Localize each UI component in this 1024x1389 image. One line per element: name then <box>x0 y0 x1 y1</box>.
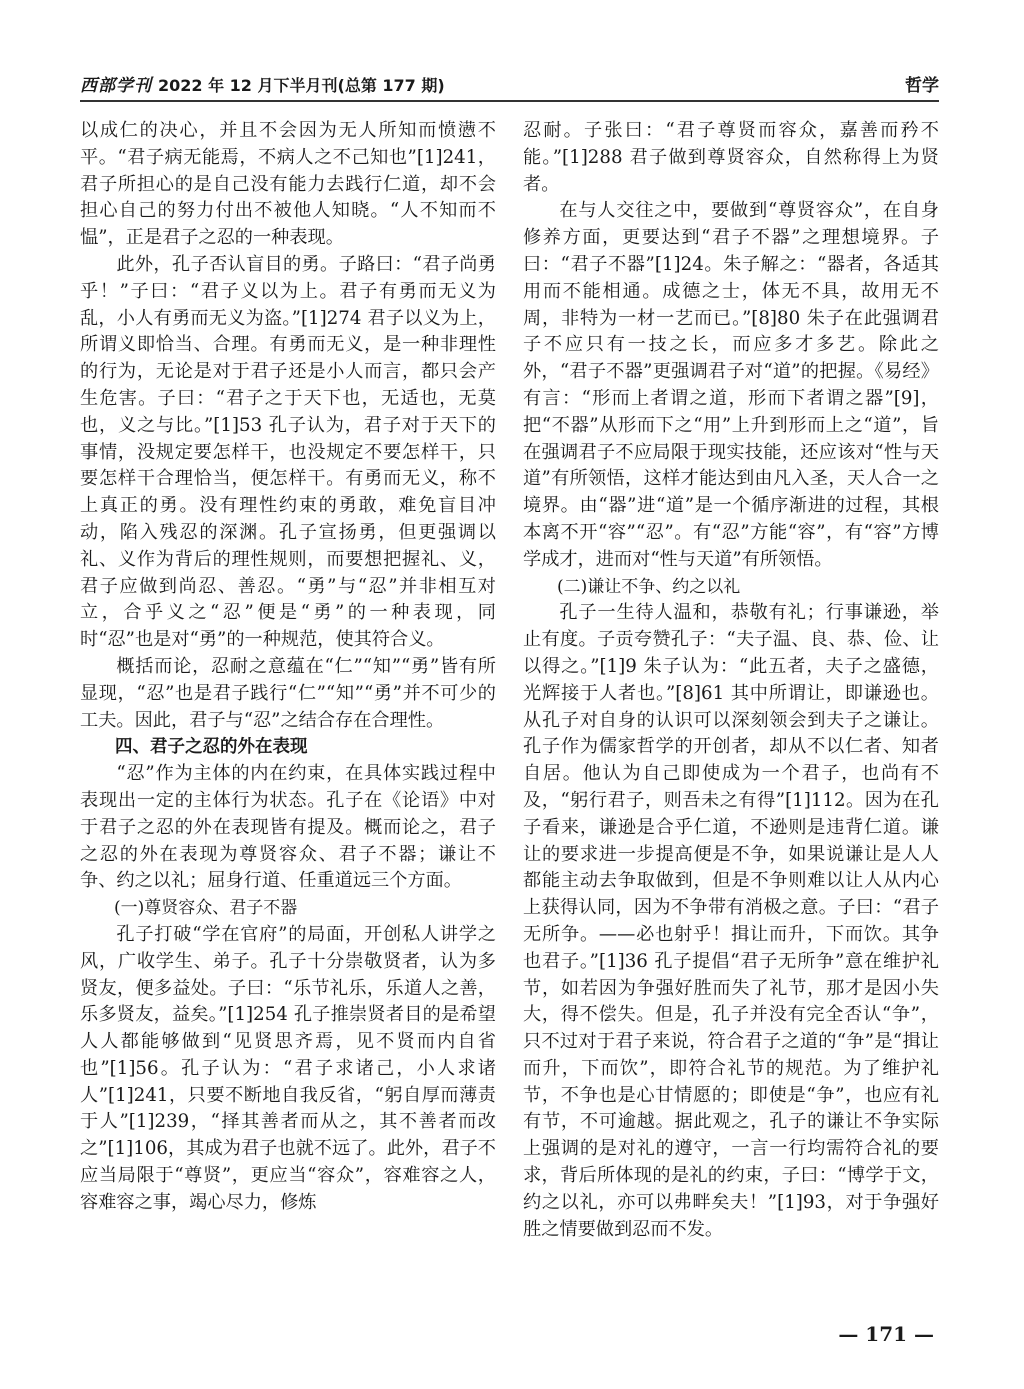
paragraph: 概括而论，忍耐之意蕴在“仁”“知”“勇”皆有所显现，“忍”也是君子践行“仁”“知”“勇”并不可少的工夫。因此，君子与“忍”之结合存在合理性。 <box>80 655 496 731</box>
paragraph: “忍”作为主体的内在约束，在具体实践过程中表现出一定的主体行为状态。孔子在《论语》中对于君子之忍的外在表现皆有提及。概而论之，君子之忍的外在表现为尊贤容众、君子不器；谦让不争、约之以礼；屈身行道、任重道远三个方面。 <box>80 763 496 892</box>
section-title: 哲学 <box>905 76 939 96</box>
running-header <box>80 70 939 102</box>
paragraph: 以成仁的决心，并且不会因为无人所知而愤懑不平。“君子病无能焉，不病人之不己知也”[1]241，君子所担心的是自己没有能力去践行仁道，却不会担心自己的努力付出不被他人知晓。“人不知而不愠”，正是君子之忍的一种表现。 <box>80 120 496 249</box>
issue-info: 2022 年 12 月下半月刊(总第 177 期) <box>158 76 445 95</box>
paragraph: 忍耐。子张曰：“君子尊贤而容众，嘉善而矜不能。”[1]288 君子做到尊贤容众，自然称得上为贤者。 <box>523 120 939 195</box>
journal-info <box>80 71 445 100</box>
section-heading: 四、君子之忍的外在表现 <box>115 737 308 758</box>
right-column <box>523 118 939 1243</box>
left-column <box>80 118 496 1217</box>
subsection-heading: (二)谦让不争、约之以礼 <box>557 576 741 597</box>
journal-logo: 西部学刊 <box>80 76 152 96</box>
subsection-heading: (一)尊贤容众、君子不器 <box>114 898 298 919</box>
paragraph: 孔子打破“学在官府”的局面，开创私人讲学之风，广收学生、弟子。孔子十分崇敬贤者，认为多贤友，便多益处。子曰：“乐节礼乐，乐道人之善，乐多贤友，益矣。”[1]254 孔子推崇贤者目的是希望人人都能够做到“见贤思齐焉，见不贤而内自省也”[1]56。孔子认为：“君子求诸己，小人求诸人”[1]241，只要不断地自我反省，“躬自厚而薄责于人”[1]239，“择其善者而从之，其不善者而改之”[1]106，其成为君子也就不远了。此外，君子不应当局限于“尊贤”，更应当“容众”，容难容之人，容难容之事，竭心尽力，修炼 <box>80 923 496 1213</box>
page-number: — 171 — <box>838 1322 934 1346</box>
paragraph: 在与人交往之中，要做到“尊贤容众”，在自身修养方面，更要达到“君子不器”之理想境界。子曰：“君子不器”[1]24。朱子解之：“器者，各适其用而不能相通。成德之士，体无不具，故用无不周，非特为一材一艺而已。”[8]80 朱子在此强调君子不应只有一技之长，而应多才多艺。除此之外，“君子不器”更强调君子对“道”的把握。《易经》有言：“形而上者谓之道，形而下者谓之器”[9]，把“不器”从形而下之“用”上升到形而上之“道”，旨在强调君子不应局限于现实技能，还应该对“性与天道”有所领悟，这样才能达到由凡入圣，天人合一之境界。由“器”进“道”是一个循序渐进的过程，其根本离不开“容”“忍”。有“忍”方能“容”，有“容”方博学成才，进而对“性与天道”有所领悟。 <box>523 200 939 570</box>
paragraph: 孔子一生待人温和，恭敬有礼；行事谦逊，举止有度。子贡夸赞孔子：“夫子温、良、恭、俭、让以得之。”[1]9 朱子认为：“此五者，夫子之盛德，光辉接于人者也。”[8]61 其中所谓让，即谦逊也。从孔子对自身的认识可以深刻领会到夫子之谦让。孔子作为儒家哲学的开创者，却从不以仁者、知者自居。他认为自己即使成为一个君子，也尚有不及，“躬行君子，则吾未之有得”[1]112。因为在孔子看来，谦逊是合乎仁道，不逊则是违背仁道。谦让的要求进一步提高便是不争，如果说谦让是人人都能主动去争取做到，但是不争则难以让人从内心上获得认同，因为不争带有消极之意。子曰：“君子无所争。——必也射乎！揖让而升，下而饮。其争也君子。”[1]36 孔子提倡“君子无所争”意在维护礼节，如若因为争强好胜而失了礼节，那才是因小失大，得不偿失。但是，孔子并没有完全否认“争”，只不过对于君子来说，符合君子之道的“争”是“揖让而升，下而饮”，即符合礼节的规范。为了维护礼节，不争也是心甘情愿的；即使是“争”，也应有礼有节，不可逾越。据此观之，孔子的谦让不争实际上强调的是对礼的遵守，一言一行均需符合礼的要求，背后所体现的是礼的约束，子曰：“博学于文，约之以礼，亦可以弗畔矣夫！”[1]93，对于争强好胜之情要做到忍而不发。 <box>523 602 939 1240</box>
paragraph: 此外，孔子否认盲目的勇。子路曰：“君子尚勇乎！”子曰：“君子义以为上。君子有勇而无义为乱，小人有勇而无义为盗。”[1]274 君子以义为上，所谓义即恰当、合理。有勇而无义，是一种非理性的行为，无论是对于君子还是小人而言，都只会产生危害。子曰：“君子之于天下也，无适也，无莫也，义之与比。”[1]53 孔子认为，君子对于天下的事情，没规定要怎样干，也没规定不要怎样干，只要怎样干合理恰当，便怎样干。有勇而无义，称不上真正的勇。没有理性约束的勇敢，难免盲目冲动，陷入残忍的深渊。孔子宣扬勇，但更强调以礼、义作为背后的理性规则，而要想把握礼、义，君子应做到尚忍、善忍。“勇”与“忍”并非相互对立，合乎义之“忍”便是“勇”的一种表现，同时“忍”也是对“勇”的一种规范，使其符合义。 <box>80 253 496 651</box>
